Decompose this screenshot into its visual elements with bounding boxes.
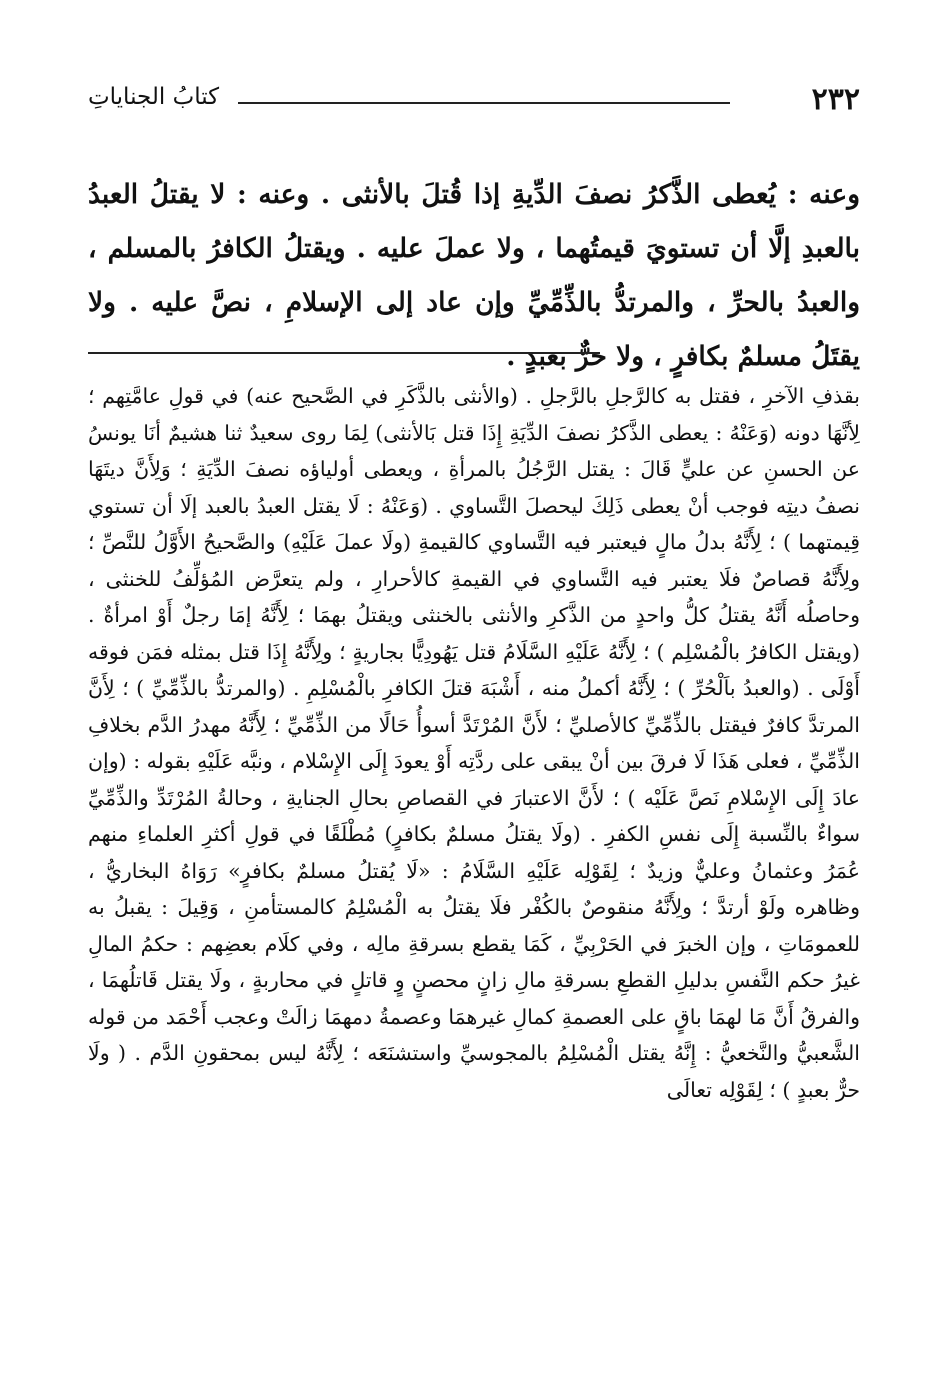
commentary-text: بقذفِ الآخرِ ، فقتل به كالرَّجلِ بالرَّجلِ . (والأنثى بالذَّكَرِ في الصَّحيح عنه) في قولِ عامَّتِهم ؛ لِأنَّهَا دونه (وَعَنْهُ : يعطى الذَّكرُ نصفَ الدِّيَةِ إِذَا قتل بَالأنثى) لِمَا روى سعيدٌ ثنا هشيمٌ أنَا يونسُ عن الحسنِ عن عليٍّ قَالَ : يقتل الرَّجُلُ بالمرأةِ ، ويعطى أولياؤه نصفَ الدِّيَةِ ؛ وَلِأَنَّ ديتَهَا نصفُ ديتِه فوجب أنْ يعطى ذَلِكَ ليحصلَ التَّساوي . (وَعَنْهُ : لَا يقتل العبدُ بالعبد إلَا أن تستوي قِيمتهما ) ؛ لِأَنَّهُ بدلُ مالٍ فيعتبر فيه التَّساوي كالقيمةِ (ولَا عملَ عَلَيْهِ) والصَّحيحُ الأَوَّلُ للنَّصِّ ؛ ولِأَنَّهُ قصاصٌ فلَا يعتبر فيه التَّساوي في القيمةِ كالأحرارِ ، ولم يتعرَّض المُؤلِّفُ للخنثى ، وحاصلُه أَنَّهُ يقتلُ كلُّ واحدٍ من الذَّكرِ والأنثى بالخنثى ويقتلُ بهمَا ؛ لِأَنَّهُ إمَا رجلٌ أَوْ امرأةٌ . (ويقتل الكافرُ بالْمُسْلِم ) ؛ لِأَنَّهُ عَلَيْهِ السَّلَامُ قتل يَهُودِيًّا بجاريةٍ ؛ ولِأَنَّهُ إِذَا قتل بمثله فمَن فوقه أَوْلَى . (والعبدُ باَلْحُرِّ ) ؛ لِأَنَّهُ أكملُ منه ، أَشْبَهَ قتلَ الكافرِ بالْمُسْلِمِ . (والمرتدُّ بالذِّمِّيِّ ) ؛ لِأَنَّ المرتدَّ كافرٌ فيقتل بالذِّمِّيِّ كالأصليِّ ؛ لأَنَّ المُرْتَدَّ أسوأُ حَالًا من الذِّمِّيِّ ؛ لِأَنَّهُ مهدرُ الدَّم بخلافِ الذِّمِّيِّ ، فعلى هَذَا لَا فرقَ بين أنْ يبقى على ردَّتِه أَوْ يعودَ إِلَى الإِسْلام ، ونبَّه عَلَيْهِ بقوله : (وإن عادَ إِلَى الإِسْلامِ نَصَّ عَلَيْه ) ؛ لأَنَّ الاعتبارَ في القصاصِ بحالِ الجنايةِ ، وحالةُ المُرْتَدِّ والذِّمِّيِّ سواءٌ بالنِّسبة إِلَى نفسِ الكفرِ . (ولَا يقتلُ مسلمٌ بكافرٍ) مُطْلَقًا في قولِ أكثرِ العلماءِ منهم عُمَرُ وعثمانُ وعليٌّ وزيدٌ ؛ لِقَوْلِه عَلَيْهِ السَّلَامُ : «لَا يُقتلُ مسلمٌ بكافرٍ» رَوَاهُ البخاريُّ ، وظاهره ولَوْ أرتدَّ ؛ ولِأَنَّهُ منقوصٌ بالكُفْر فلَا يقتلُ به الْمُسْلِمُ كالمستأمنِ ، وَقِيلَ : يقبلُ به للعمومَاتِ ، وإن الخبرَ في الحَرْبِيِّ ، كَمَا يقطع بسرقةِ مالِه ، وفي كلَام بعضِهم : حكمُ المالِ غيرُ حكم النَّفسِ بدليلِ القطعِ بسرقةِ مالِ زانٍ محصنٍ وٍ قاتلٍ في محاربةٍ ، ولَا يقتل قَاتلُهمَا ، والفرقُ أَنَّ مَا لهمَا باقٍ على العصمةِ كمالِ غيرهمَا وعصمةُ دمهمَا زالَتْ وعجب أَحْمَد من قوله الشَّعبيُّ والنَّخعيُّ : إِنَّهُ يقتل الْمُسْلِمُ بالمجوسيِّ واستشنَعَه ؛ لِأَنَّهُ ليس بمحقونِ الدَّم . ( ولَا حرٌّ بعبدٍ ) ؛ لِقَوْلِه تعالَى <box>88 384 860 1102</box>
page-number: ٢٣٢ <box>811 82 860 117</box>
matn-separator-rule <box>88 352 600 354</box>
page-header <box>88 80 860 120</box>
running-title: كتابُ الجناياتِ <box>88 84 220 110</box>
header-rule <box>238 102 730 104</box>
matn-text: وعنه : يُعطى الذَّكرُ نصفَ الدِّيةِ إذا قُتلَ بالأنثى . وعنه : لا يقتلُ العبدُ بالعبدِ إلَّا أن تستويَ قيمتُهما ، ولا عملَ عليه . ويقتلُ الكافرُ بالمسلم ، والعبدُ بالحرِّ ، والمرتدُّ بالذِّمِّيِّ وإن عاد إلى الإسلامِ ، نصَّ عليه . ولا يقتَلُ مسلمٌ بكافرٍ ، ولا حرٌّ بعبدٍ . <box>88 179 860 372</box>
